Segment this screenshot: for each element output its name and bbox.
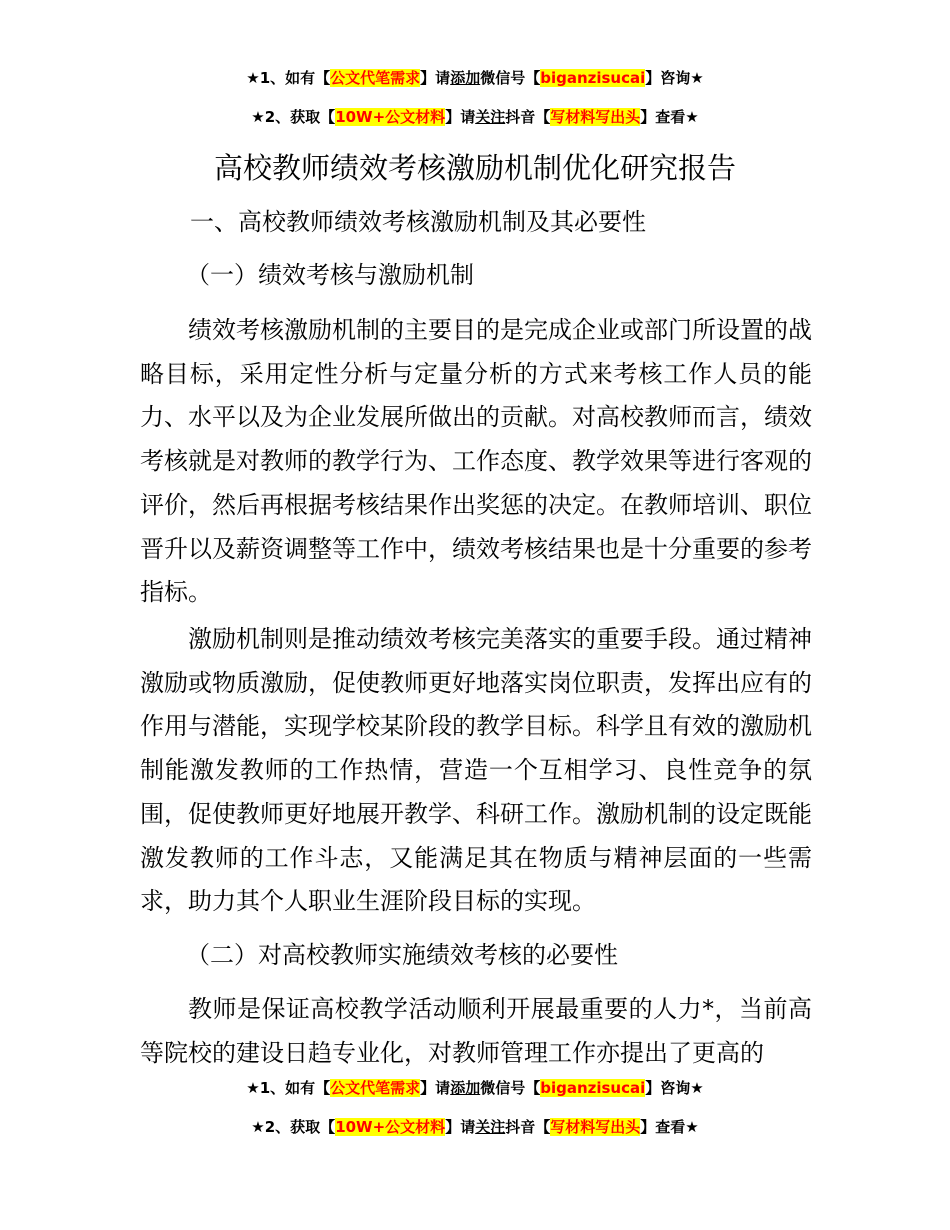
banner-text: ★1、如有【 bbox=[246, 69, 331, 87]
banner-text: 】请 bbox=[420, 1079, 451, 1097]
banner-highlight: 10W+公文材料 bbox=[335, 108, 446, 126]
banner-text: 微信号【 bbox=[480, 69, 541, 87]
banner-text: ★2、获取【 bbox=[251, 108, 336, 126]
banner-highlight: 写材料写出头 bbox=[550, 1118, 641, 1136]
subsection-heading-2: （二）对高校教师实施绩效考核的必要性 bbox=[186, 941, 618, 969]
document-title: 高校教师绩效考核激励机制优化研究报告 bbox=[213, 151, 736, 185]
banner-highlight: 公文代笔需求 bbox=[330, 1079, 421, 1097]
banner-text: ★1、如有【 bbox=[246, 1079, 331, 1097]
footer-banner-line-1 bbox=[0, 1078, 950, 1098]
banner-text: ★2、获取【 bbox=[251, 1118, 336, 1136]
header-banner-line-1 bbox=[0, 68, 950, 88]
section-heading-1: 一、高校教师绩效考核激励机制及其必要性 bbox=[190, 208, 646, 236]
header-banner-line-2 bbox=[0, 107, 950, 127]
banner-underlined: 添加 bbox=[450, 1079, 481, 1097]
banner-highlight: biganzisucai bbox=[540, 69, 646, 87]
banner-text: 】查看★ bbox=[640, 1118, 699, 1136]
banner-highlight: 写材料写出头 bbox=[550, 108, 641, 126]
banner-highlight: 10W+公文材料 bbox=[335, 1118, 446, 1136]
banner-text: 】咨询★ bbox=[645, 1079, 704, 1097]
banner-text: 】请 bbox=[445, 1118, 476, 1136]
paragraph-1: 绩效考核激励机制的主要目的是完成企业或部门所设置的战略目标，采用定性分析与定量分析的方式来考核工作人员的能力、水平以及为企业发展所做出的贡献。对高校教师而言，绩效考核就是对教师的教学行为、工作态度、教学效果等进行客观的评价，然后再根据考核结果作出奖惩的决定。在教师培训、职位晋升以及薪资调整等工作中，绩效考核结果也是十分重要的参考指标。 bbox=[140, 316, 812, 607]
banner-highlight: biganzisucai bbox=[540, 1079, 646, 1097]
banner-text: 】请 bbox=[445, 108, 476, 126]
subsection-heading-1: （一）绩效考核与激励机制 bbox=[186, 261, 474, 289]
footer-banner-line-2 bbox=[0, 1117, 950, 1137]
banner-text: 微信号【 bbox=[480, 1079, 541, 1097]
banner-underlined: 添加 bbox=[450, 69, 481, 87]
banner-text: 】查看★ bbox=[640, 108, 699, 126]
banner-text: 】请 bbox=[420, 69, 451, 87]
banner-text: 抖音【 bbox=[505, 1118, 551, 1136]
banner-underlined: 关注 bbox=[475, 1118, 506, 1136]
paragraph-2: 激励机制则是推动绩效考核完美落实的重要手段。通过精神激励或物质激励，促使教师更好地落实岗位职责，发挥出应有的作用与潜能，实现学校某阶段的教学目标。科学且有效的激励机制能激发教师的工作热情，营造一个互相学习、良性竞争的氛围，促使教师更好地展开教学、科研工作。激励机制的设定既能激发教师的工作斗志，又能满足其在物质与精神层面的一些需求，助力其个人职业生涯阶段目标的实现。 bbox=[140, 625, 812, 916]
banner-underlined: 关注 bbox=[475, 108, 506, 126]
banner-text: 】咨询★ bbox=[645, 69, 704, 87]
paragraph-3: 教师是保证高校教学活动顺利开展最重要的人力*，当前高等院校的建设日趋专业化，对教师管理工作亦提出了更高的 bbox=[140, 995, 812, 1067]
banner-text: 抖音【 bbox=[505, 108, 551, 126]
banner-highlight: 公文代笔需求 bbox=[330, 69, 421, 87]
